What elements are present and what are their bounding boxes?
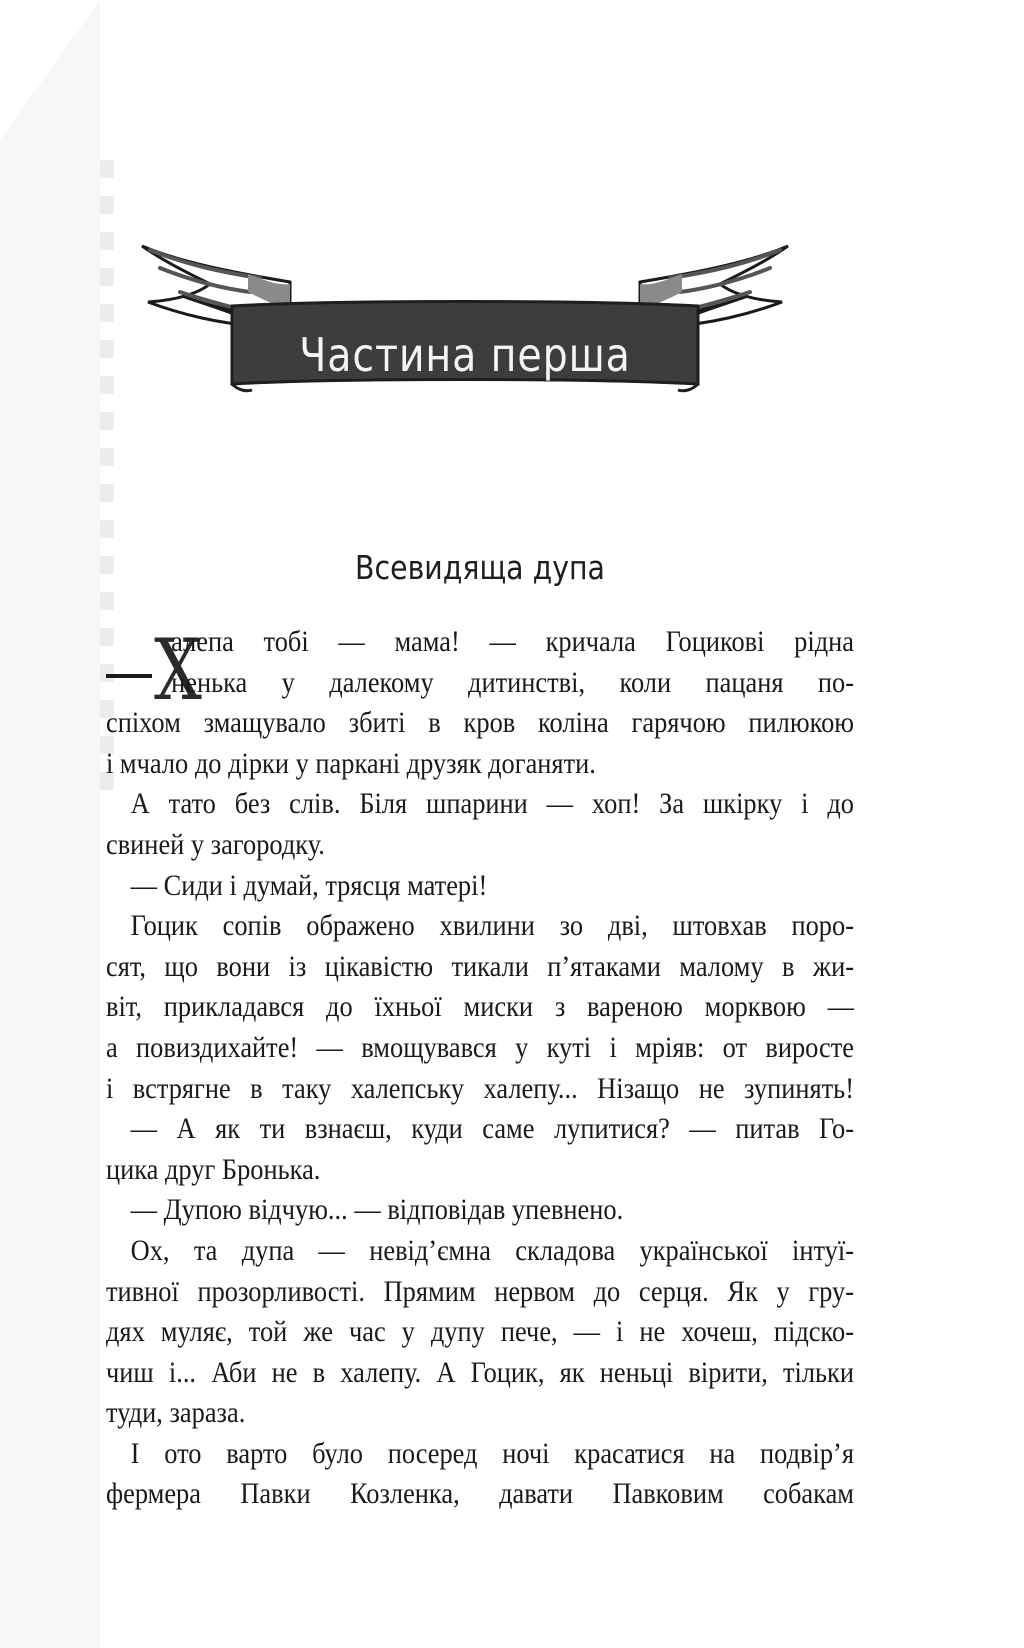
text-line: і мчало до дірки у паркані друзяк доганяти. — [106, 746, 596, 780]
text-line: ненька у далекому дитинстві, коли пацаня по- — [171, 665, 854, 699]
page-gutter-shadow — [0, 0, 100, 1648]
dropcap-letter: Х — [154, 621, 202, 719]
text-line: чиш і... Аби не в халепу. А Гоцик, як неньці вірити, тільки — [106, 1355, 854, 1389]
text-line: і встрягне в таку халепську халепу... Нізащо не зупинять! — [106, 1071, 854, 1105]
text-line: дях муляє, той же час у дупу пече, — і не хочеш, підско- — [106, 1315, 854, 1349]
text-line: А тато без слів. Біля шпарини — хоп! За шкірку і до — [130, 787, 854, 821]
text-line: цика друг Бронька. — [106, 1152, 321, 1186]
page-corner — [0, 0, 100, 140]
body-text — [106, 622, 854, 1515]
part-banner — [140, 244, 790, 404]
part-title: Частина перша — [299, 328, 631, 382]
text-line: І ото варто було посеред ночі красатися на подвір’я — [130, 1436, 854, 1470]
chapter-title: Всевидяща дупа — [355, 548, 605, 587]
text-line: Ох, та дупа — невід’ємна складова української інтуї- — [130, 1233, 854, 1267]
text-line: свиней у загородку. — [106, 827, 325, 861]
text-line: — Сиди і думай, трясця матері! — [130, 868, 488, 902]
text-line: сят, що вони із цікавістю тикали п’ятаками малому в жи- — [106, 949, 854, 983]
text-line: — А як ти взнаєш, куди саме лупитися? — питав Го- — [130, 1112, 854, 1146]
text-line: — Дупою відчую... — відповідав упевнено. — [130, 1193, 624, 1227]
text-line: тивної прозорливості. Прямим нервом до серця. Як у гру- — [106, 1274, 854, 1308]
text-line: Гоцик сопів ображено хвилини зо дві, штовхав поро- — [130, 909, 854, 943]
text-line: а повиздихайте! — вмощувався у куті і мріяв: от виросте — [106, 1030, 854, 1064]
text-line: туди, зараза. — [106, 1396, 246, 1430]
text-line: алепа тобі — мама! — кричала Гоцикові рідна — [171, 625, 854, 658]
text-line: фермера Павки Козленка, давати Павковим собакам — [106, 1477, 854, 1511]
text-line: спіхом змащувало збиті в кров коліна гарячою пилюкою — [106, 706, 854, 740]
text-line: віт, прикладався до їхньої миски з вареною морквою — — [106, 990, 854, 1024]
